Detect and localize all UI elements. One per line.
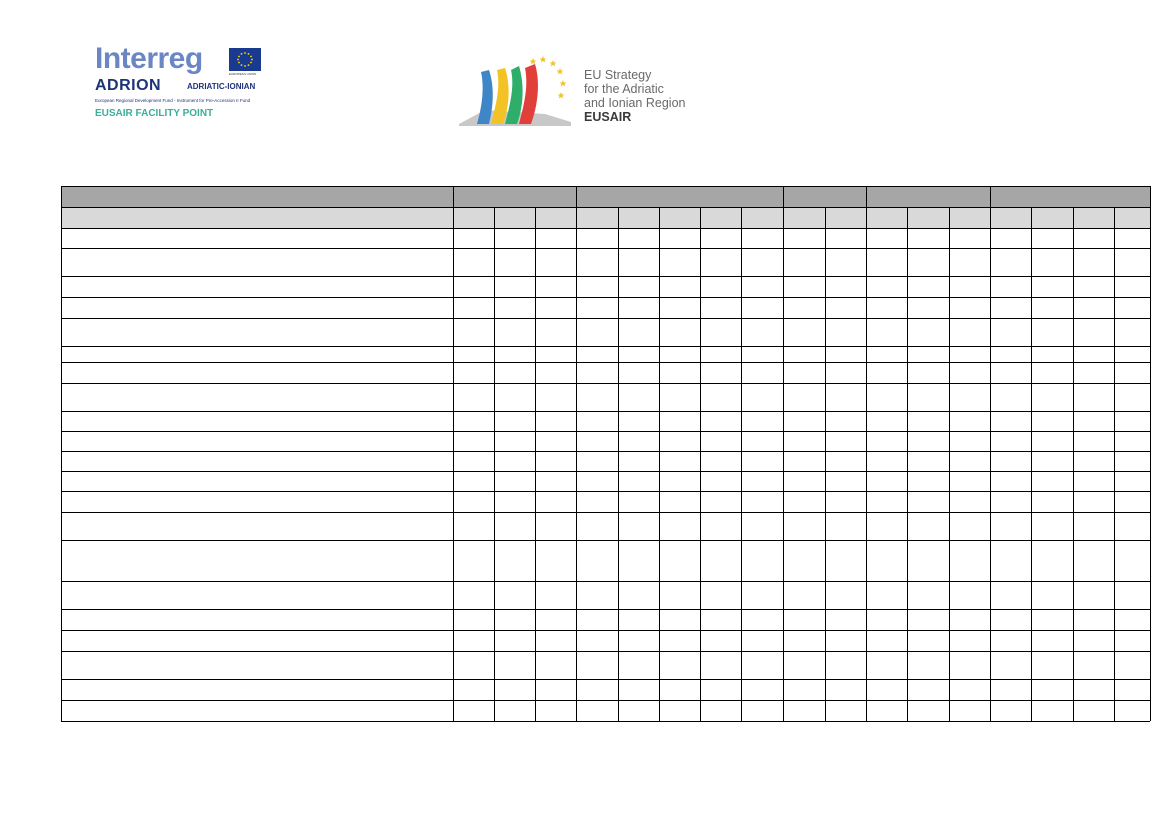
fund-line: European Regional Development Fund - Instrument for Pre-Accession II Fund xyxy=(95,98,251,103)
eusair-line-1: EU Strategy xyxy=(584,68,652,82)
adriatic-ionian-label: ADRIATIC-IONIAN xyxy=(187,82,256,91)
interreg-wordmark: Interreg xyxy=(95,42,203,75)
eusair-line-3: and Ionian Region xyxy=(584,96,686,110)
eusair-facility-point-label: EUSAIR FACILITY POINT xyxy=(95,108,214,119)
sub-header-row xyxy=(61,207,1150,228)
group-header-row xyxy=(61,186,1150,207)
eusair-line-2: for the Adriatic xyxy=(584,82,664,96)
eu-label: EUROPEAN UNION xyxy=(229,72,257,76)
eusair-line-4: EUSAIR xyxy=(584,110,632,124)
adrion-wordmark: ADRION xyxy=(95,77,162,94)
